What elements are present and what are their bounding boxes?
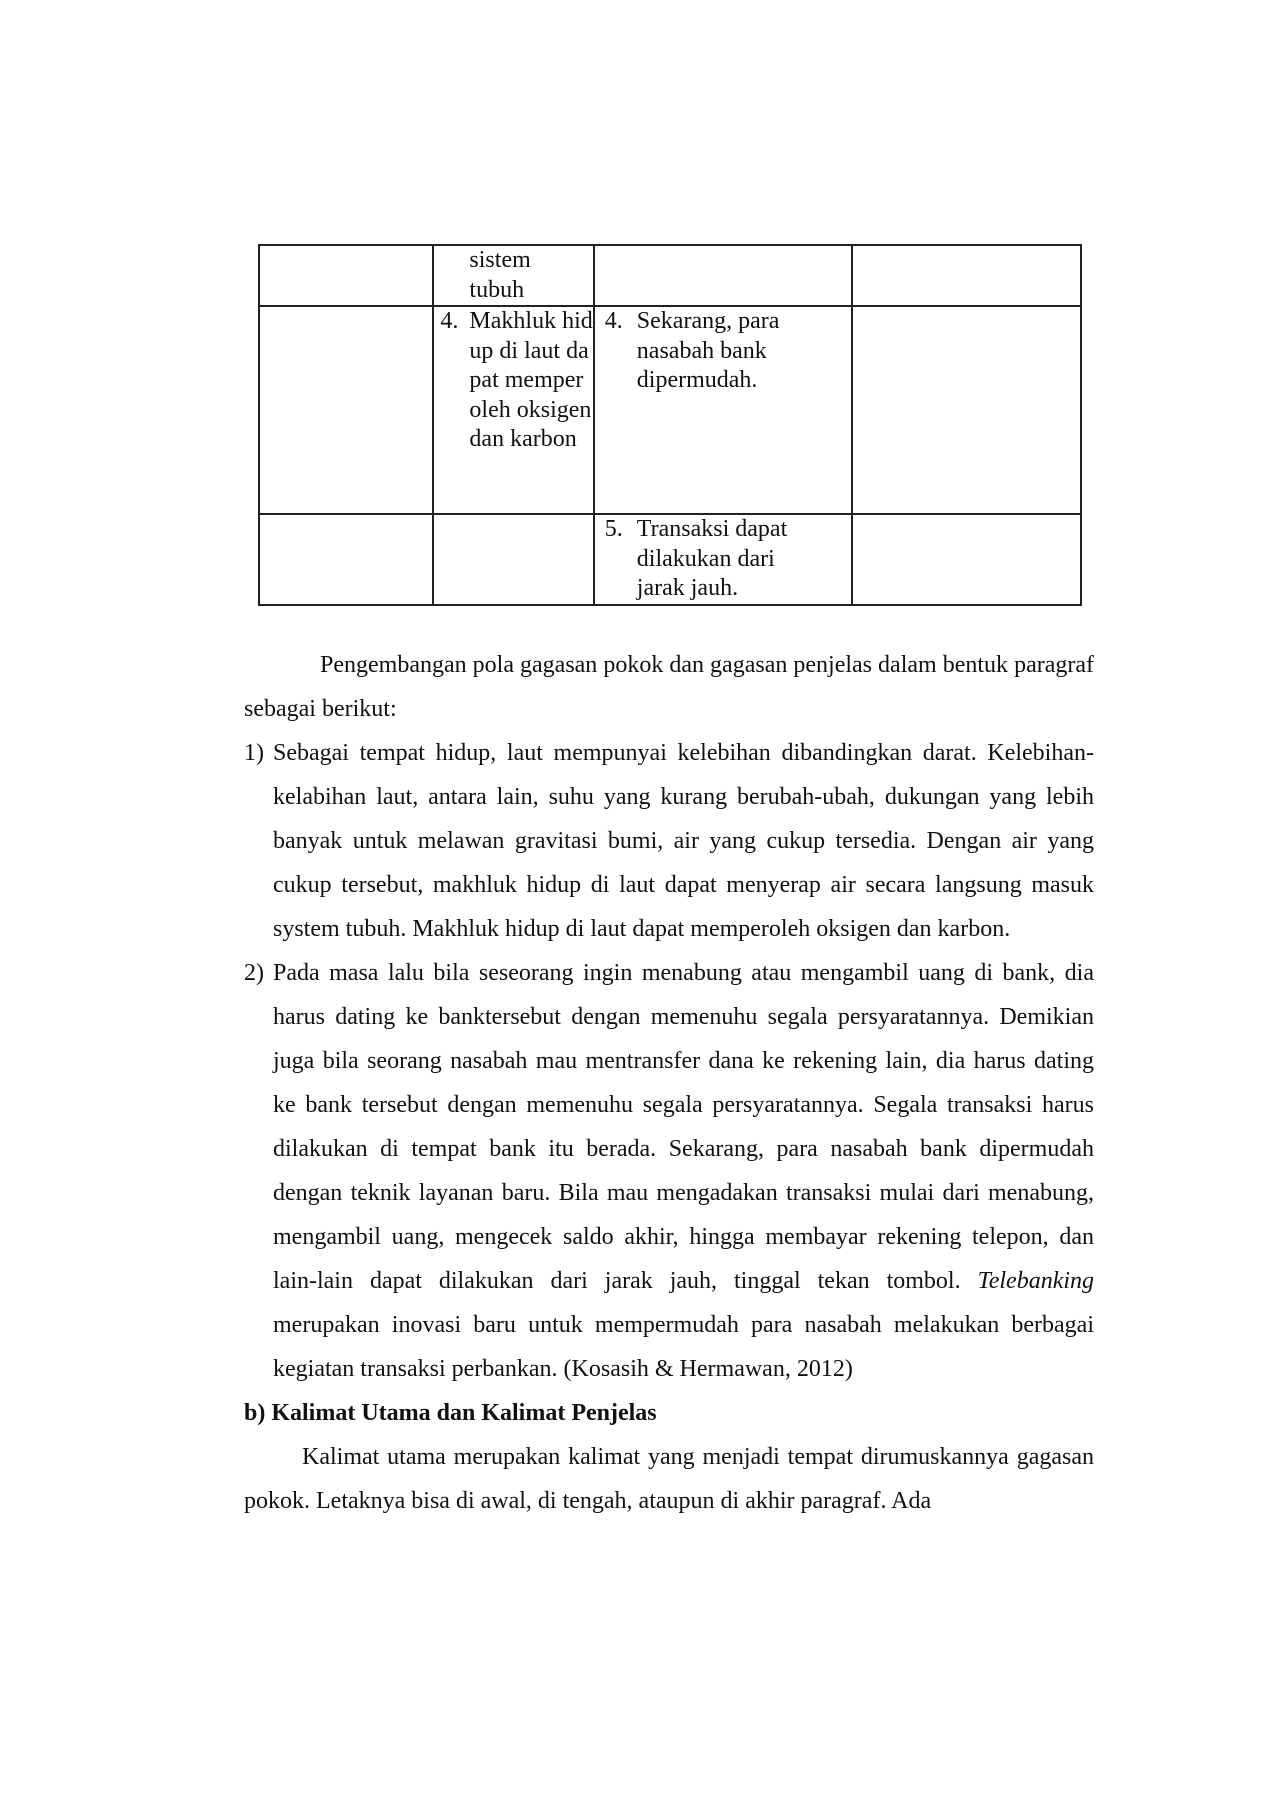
table-cell bbox=[259, 514, 433, 605]
list-item-text: merupakan inovasi baru untuk mempermudah para nasabah melakukan berbagai kegiatan transaksi perbankan. (Kosasih & Hermawan, 2012) bbox=[273, 1312, 1094, 1382]
list-number: 4. bbox=[604, 308, 623, 334]
cell-text: Makhluk hidup di laut dapat memperoleh oksigen dan karbon bbox=[469, 308, 593, 452]
cell-text: Transaksi dapat dilakukan dari jarak jauh. bbox=[636, 516, 788, 601]
table-cell bbox=[852, 514, 1081, 605]
table-cell bbox=[594, 245, 853, 306]
closing-paragraph: Kalimat utama merupakan kalimat yang menjadi tempat dirumuskannya gagasan pokok. Letaknya bisa di awal, di tengah, ataupun di akhir paragraf. Ada bbox=[244, 1444, 1094, 1514]
table-cell bbox=[259, 245, 433, 306]
table-cell bbox=[852, 245, 1081, 306]
cell-text: Sekarang, para nasabah bank dipermudah. bbox=[636, 308, 780, 393]
table-cell bbox=[433, 245, 593, 306]
table-cell bbox=[594, 514, 853, 605]
list-number: 4. bbox=[440, 308, 459, 334]
table-cell bbox=[852, 306, 1081, 514]
table-row bbox=[259, 514, 1081, 605]
italic-term: Telebanking bbox=[977, 1268, 1095, 1294]
table-cell bbox=[594, 306, 853, 514]
section-heading: b) Kalimat Utama dan Kalimat Penjelas bbox=[244, 1400, 657, 1426]
body-text bbox=[244, 643, 1094, 1523]
intro-paragraph: Pengembangan pola gagasan pokok dan gagasan penjelas dalam bentuk paragraf sebagai berikut: bbox=[244, 652, 1094, 722]
table-cell bbox=[433, 514, 593, 605]
table-row bbox=[259, 306, 1081, 514]
list-item-text: Pada masa lalu bila seseorang ingin menabung atau mengambil uang di bank, dia harus dating ke banktersebut dengan memenuhu segala persyaratannya. Demikian juga bila seorang nasabah mau mentransfer dana ke rekening lain, dia harus dating ke bank tersebut dengan memenuhu segala persyaratannya. Segala transaksi harus dilakukan di tempat bank itu berada. Sekarang, para nasabah bank dipermudah dengan teknik layanan baru. Bila mau mengadakan transaksi mulai dari menabung, mengambil uang, mengecek saldo akhir, hingga membayar rekening telepon, dan lain-lain dapat dilakukan dari jarak jauh, tinggal tekan tombol. bbox=[273, 960, 1094, 1294]
list-item-text: Sebagai tempat hidup, laut mempunyai kelebihan dibandingkan darat. Kelebihan-kelabihan laut, antara lain, suhu yang kurang berubah-ubah, dukungan yang lebih banyak untuk melawan gravitasi bumi, air yang cukup tersedia. Dengan air yang cukup tersebut, makhluk hidup di laut dapat menyerap air secara langsung masuk system tubuh. Makhluk hidup di laut dapat memperoleh oksigen dan karbon. bbox=[273, 740, 1094, 942]
continuation-table bbox=[258, 244, 1082, 606]
table-cell bbox=[259, 306, 433, 514]
list-marker: 1) bbox=[244, 740, 264, 766]
list-item bbox=[244, 731, 1094, 951]
table-row bbox=[259, 245, 1081, 306]
list-item bbox=[244, 951, 1094, 1391]
list-number: 5. bbox=[604, 516, 623, 542]
list-marker: 2) bbox=[244, 960, 264, 986]
cell-text: sistem tubuh bbox=[469, 247, 531, 303]
table-cell bbox=[433, 306, 593, 514]
example-list bbox=[244, 731, 1094, 1391]
